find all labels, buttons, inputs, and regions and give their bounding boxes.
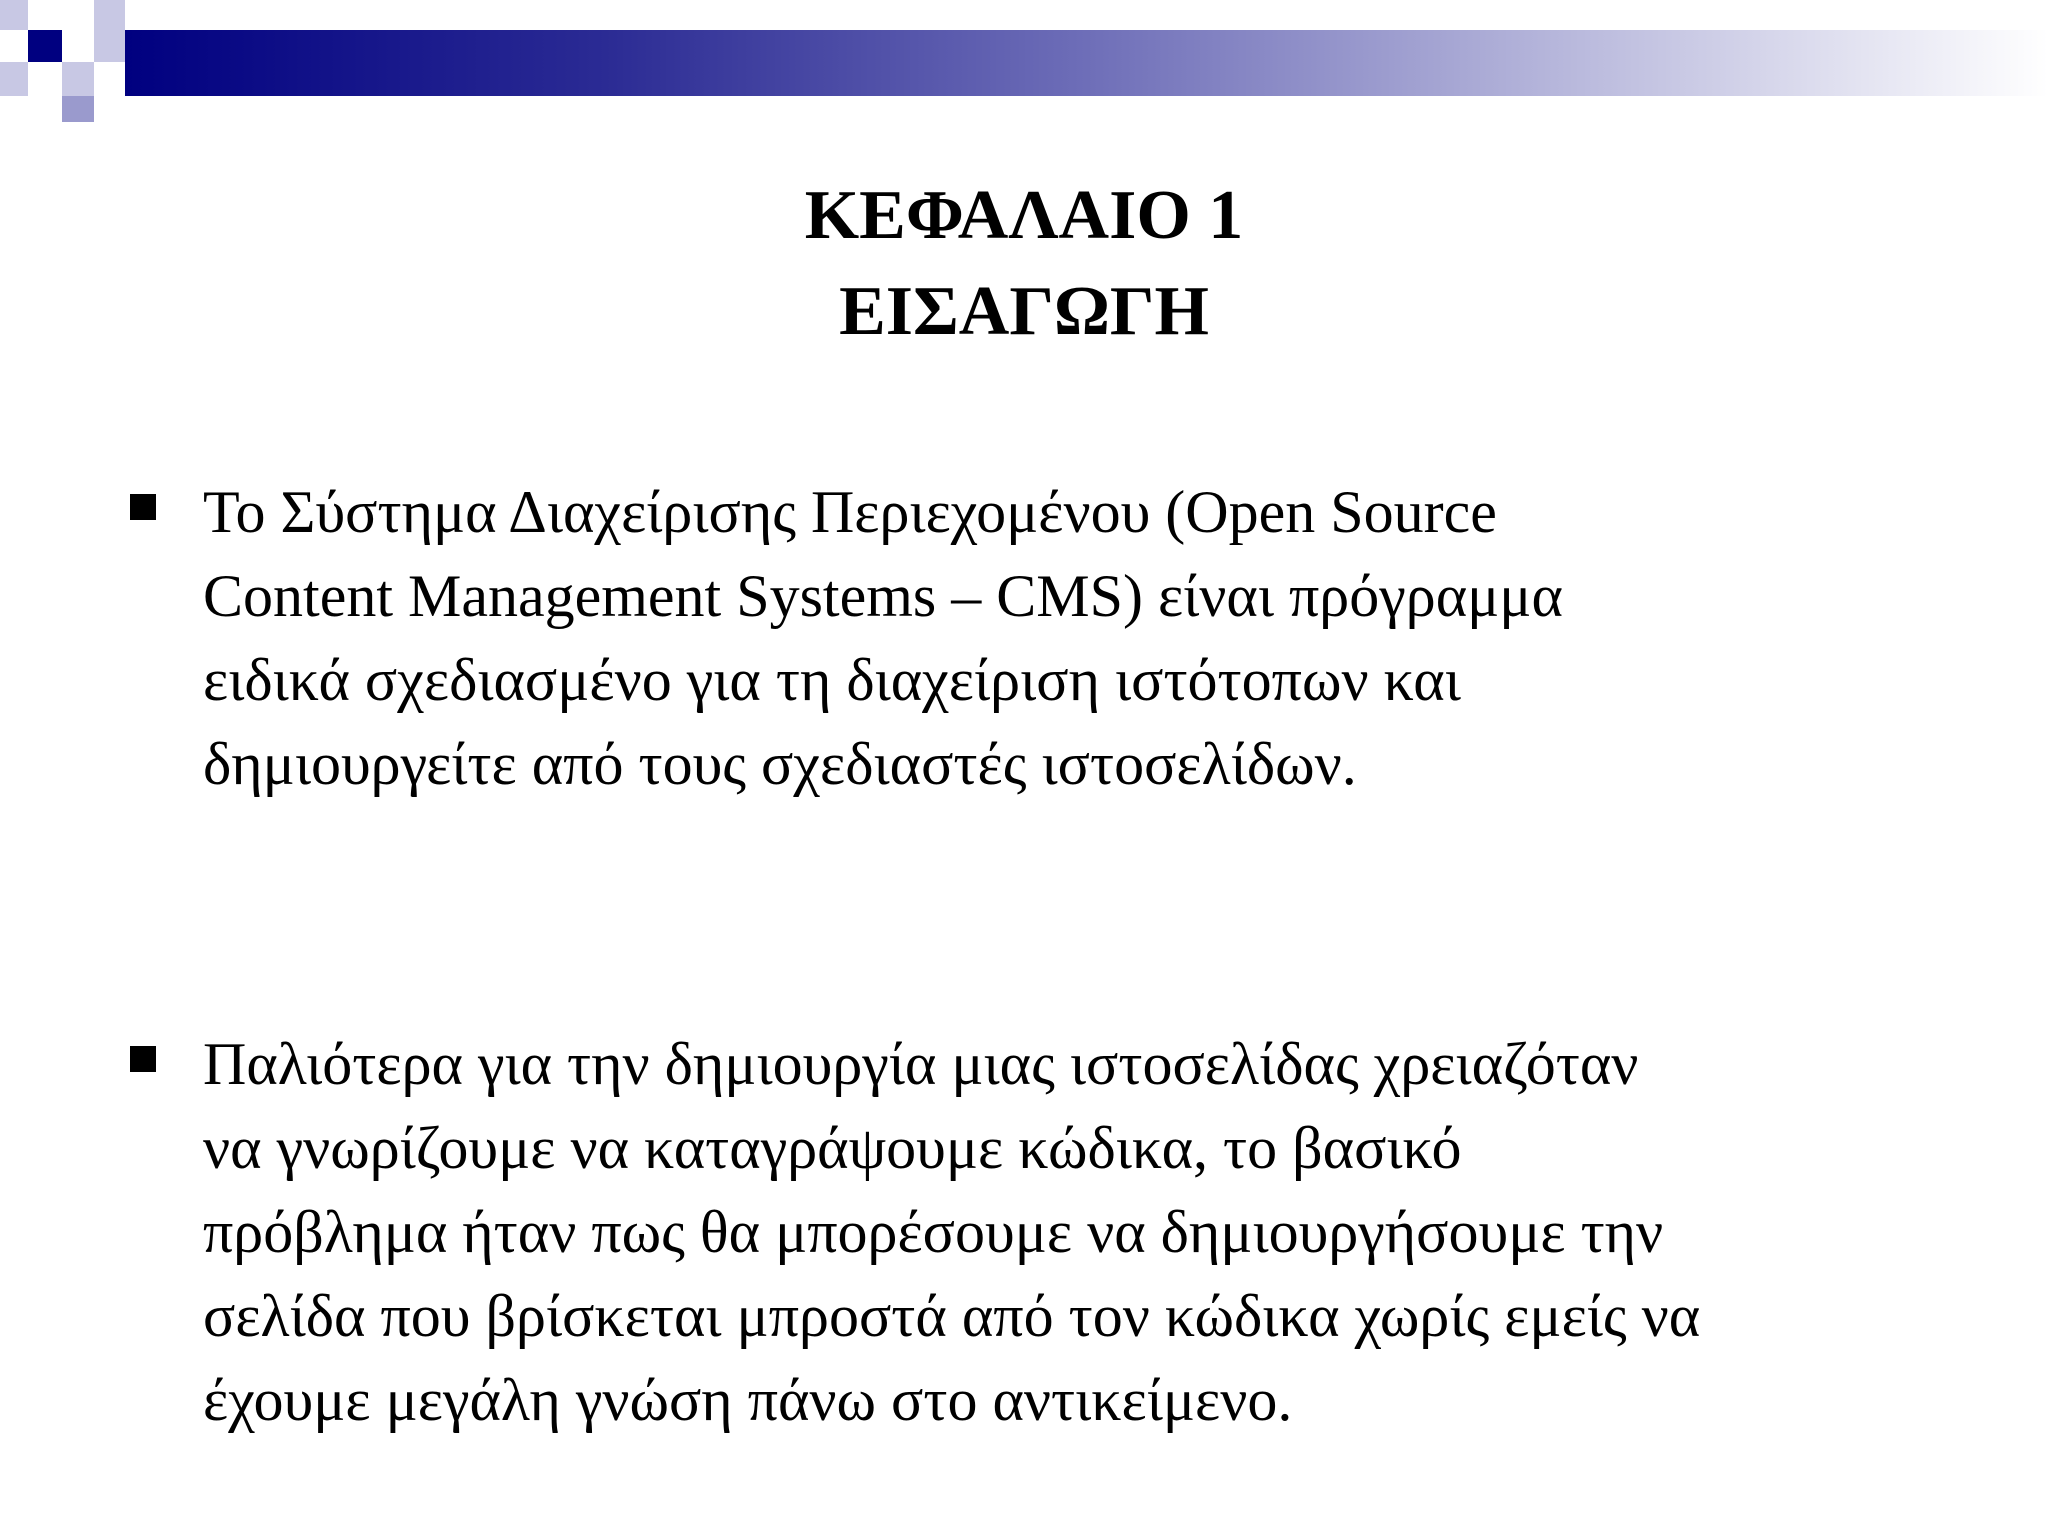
bullet-line: δημιουργείτε από τους σχεδιαστές ιστοσελίδων. xyxy=(203,731,1357,797)
square-bullet-icon xyxy=(130,494,156,520)
decor-square xyxy=(28,30,62,62)
bullet-line: Παλιότερα για την δημιουργία μιας ιστοσελίδας χρειαζόταν xyxy=(203,1031,1639,1097)
bullet-item xyxy=(128,1022,2008,1442)
bullet-line: ειδικά σχεδιασμένο για τη διαχείριση ιστότοπων και xyxy=(203,647,1461,713)
bullet-line: πρόβλημα ήταν πως θα μπορέσουμε να δημιουργήσουμε την xyxy=(203,1199,1664,1265)
bullet-line: Content Management Systems – CMS) είναι πρόγραμμα xyxy=(203,563,1563,629)
slide-title xyxy=(0,168,2048,360)
bullet-line: έχουμε μεγάλη γνώση πάνω στο αντικείμενο. xyxy=(203,1367,1293,1433)
decor-square xyxy=(94,0,125,30)
bullet-line: Το Σύστημα Διαχείρισης Περιεχομένου (Open Source xyxy=(203,479,1497,545)
bullet-line: να γνωρίζουμε να καταγράψουμε κώδικα, το βασικό xyxy=(203,1115,1462,1181)
bullet-line: σελίδα που βρίσκεται μπροστά από τον κώδικα χωρίς εμείς να xyxy=(203,1283,1701,1349)
bullet-item xyxy=(128,470,2008,806)
title-line-1: ΚΕΦΑΛΑΙΟ 1 xyxy=(804,177,1244,254)
decor-square xyxy=(62,62,94,96)
decor-square xyxy=(0,62,28,96)
title-line-2: ΕΙΣΑΓΩΓΗ xyxy=(839,273,1209,350)
decor-square xyxy=(62,96,94,122)
decor-square xyxy=(0,0,28,30)
bullet-list xyxy=(128,470,2008,1442)
decor-square xyxy=(62,30,94,62)
square-bullet-icon xyxy=(130,1046,156,1072)
gradient-header-bar xyxy=(125,30,2048,96)
